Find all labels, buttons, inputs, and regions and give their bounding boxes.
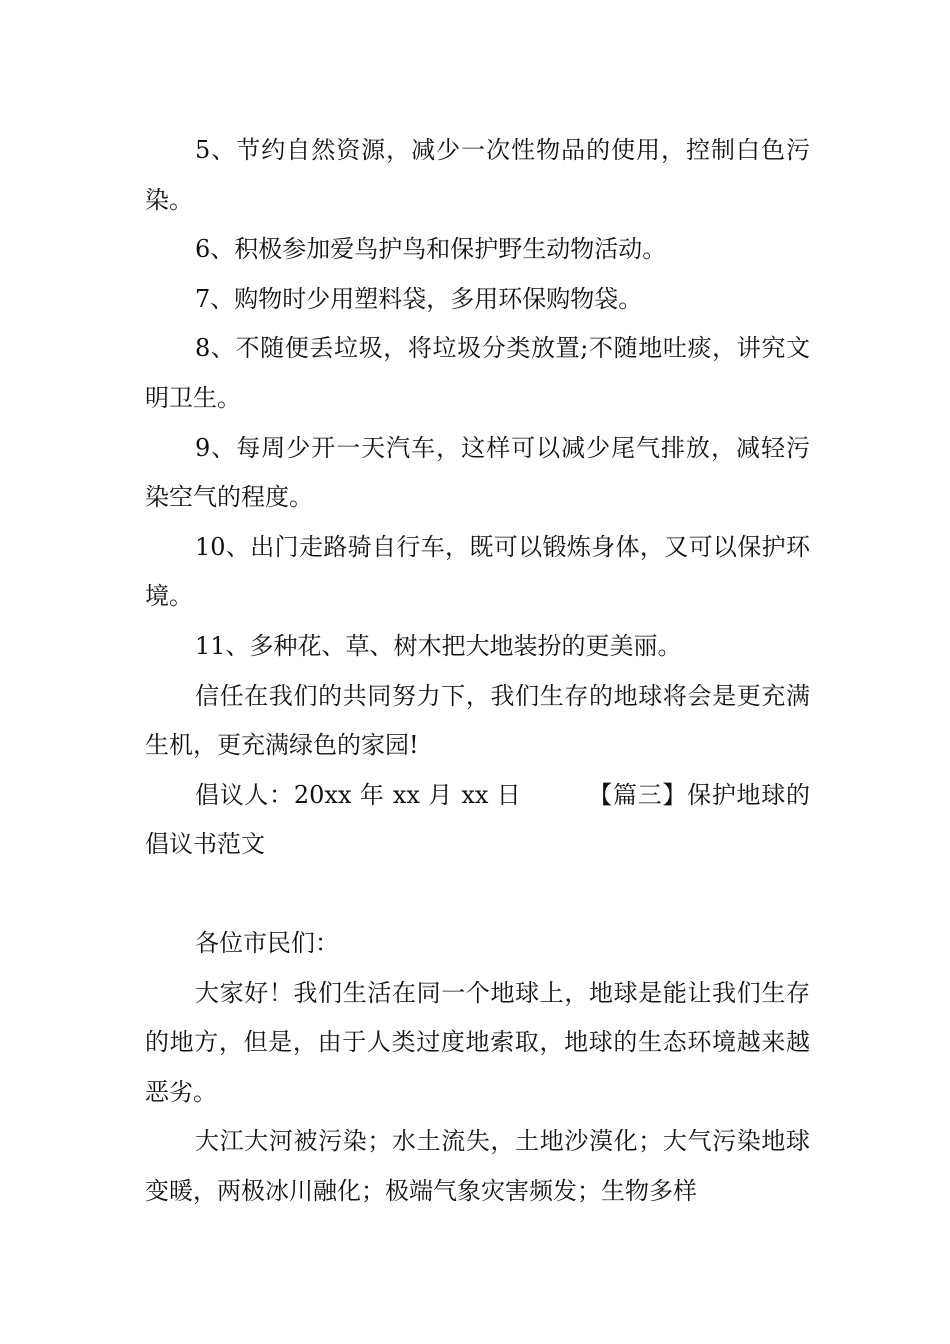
signature-and-section-title: 倡议人：20xx 年 xx 月 xx 日 【篇三】保护地球的倡议书范文 [145, 780, 810, 859]
blank-line [145, 870, 810, 919]
paragraph-item-8: 8、不随便丢垃圾，将垃圾分类放置;不随地吐痰，讲究文明卫生。 [145, 334, 810, 412]
body-paragraph-greeting: 大家好！我们生活在同一个地球上，地球是能让我们生存的地方，但是，由于人类过度地索取，地球的生态环境越来越恶劣。 [145, 978, 810, 1106]
paragraph-item-5: 5、节约自然资源，减少一次性物品的使用，控制白色污染。 [145, 136, 810, 214]
salutation: 各位市民们： [195, 928, 339, 957]
paragraph-item-7: 7、购物时少用塑料袋，多用环保购物袋。 [195, 284, 643, 313]
paragraph-item-6: 6、积极参加爱鸟护鸟和保护野生动物活动。 [195, 235, 667, 264]
closing-paragraph: 信任在我们的共同努力下，我们生存的地球将会是更充满生机，更充满绿色的家园! [145, 681, 810, 760]
paragraph-item-11: 11、多种花、草、树木把大地装扮的更美丽。 [195, 631, 682, 660]
paragraph-item-10: 10、出门走路骑自行车，既可以锻炼身体，又可以保护环境。 [145, 532, 810, 611]
paragraph-item-9: 9、每周少开一天汽车，这样可以减少尾气排放，减轻污染空气的程度。 [145, 433, 810, 512]
body-paragraph-problems: 大江大河被污染；水土流失，土地沙漠化；大气污染地球变暖，两极冰川融化；极端气象灾害频发；生物多样 [145, 1127, 810, 1205]
document-page [145, 126, 810, 1216]
